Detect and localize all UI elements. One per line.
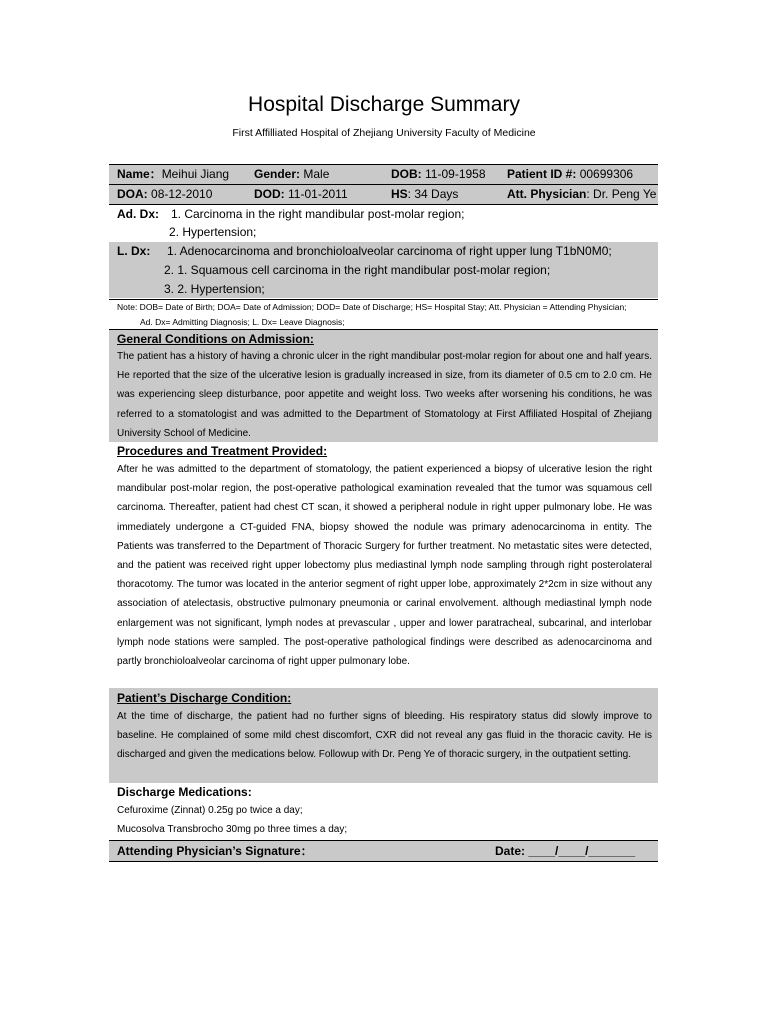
document-title: Hospital Discharge Summary [248,93,520,116]
general-conditions-text: The patient has a history of having a chronic ulcer in the right mandibular post-molar region for about one and half years. He reported that the size of the ulcerative lesion is gradually increased in size, from its diameter of 0.5 cm to 2.0 cm. He was experiencing sleep disturbance, poor appetite and weight loss. Two weeks after worsening his conditions, he was referred to a stomatologist and was admitted to the Department of Stomatology at First Affiliated Hospital of Zhejiang University School of Medicine. [117,351,652,439]
leave-diagnosis-label: L. Dx: [117,244,151,258]
patient-info-row [109,164,658,184]
medication-item: Mucosolva Transbrocho 30mg po three times a day; [117,824,348,835]
physician-field: Att. Physician: Dr. Peng Ye [507,187,657,201]
signature-row [109,840,658,862]
leave-diagnosis-item: 2. 1. Squamous cell carcinoma in the right mandibular post-molar region; [164,263,551,277]
doa-field: DOA: 08-12-2010 [117,187,213,201]
discharge-condition-heading: Patient’s Discharge Condition: [117,691,292,705]
signature-label: Attending Physician’s Signature： [117,844,313,858]
leave-diagnosis-item: 3. 2. Hypertension; [164,282,265,296]
patient-id-field: Patient ID #: 00699306 [507,167,634,181]
general-conditions-heading: General Conditions on Admission: [117,332,314,346]
admitting-diagnosis-label: Ad. Dx: [117,207,159,221]
admission-info-row [109,184,658,204]
procedures-text: After he was admitted to the department of stomatology, the patient experienced a biopsy of ulcerative lesion the right mandibular post-molar region, the post-operative pathological examination revealed that the tumor was squamous cell carcinoma. Thereafter, patient had chest CT scan, it showed a peripheral nodule in right upper pulmonary lobe. He was immediately undergone a CT-guided FNA, biopsy showed the nodule was primary adenocarcinoma in entity. The Patients was transferred to the Department of Thoracic Surgery for further treatment. No metastatic sites were detected, and the patient was received right upper lobectomy plus mediastinal lymph node sampling through right posterolateral thoracotomy. The tumor was located in the anterior segment of right upper lobe, approximately 2*2cm in size without any association of atelectasis, obstructive pulmonary pneumonia or carinal envolvement. although mediastinal lymph node enlargement was not significant, lymph nodes at prevascular , upper and lower paratracheal, subcarinal, and interlobar lymph node stations were sampled. The post-operative pathological findings were described as adenocarcinoma and partly bronchioloalveolar carcinoma of right upper pulmonary lobe. [117,464,652,668]
medication-item: Cefuroxime (Zinnat) 0.25g po twice a day; [117,805,303,816]
medications-heading: Discharge Medications: [117,785,252,799]
dob-field: DOB: 11-09-1958 [391,167,486,181]
abbreviations-note-line1: Note: DOB= Date of Birth; DOA= Date of Admission; DOD= Date of Discharge; HS= Hospital Stay; Att. Physician = Attending Physician; [117,302,627,312]
admitting-diagnosis-item: 2. Hypertension; [169,225,257,239]
discharge-condition-text: At the time of discharge, the patient had no further signs of bleeding. His respiratory status did slowly improve to baseline. He complained of some mild chest discomfort, CXR did not reveal any gas fluid in the thoracic cavity. He is discharged and given the medications below. Followup with Dr. Peng Ye of thoracic surgery, in the outpatient setting. [117,711,652,761]
gender-field: Gender: Male [254,167,330,181]
procedures-heading: Procedures and Treatment Provided: [117,444,328,458]
admitting-diagnosis-item: 1. Carcinoma in the right mandibular post-molar region; [171,207,465,221]
abbreviations-note-line2: Ad. Dx= Admitting Diagnosis; L. Dx= Leave Diagnosis; [140,317,345,327]
hospital-name: First Affilliated Hospital of Zhejiang University Faculty of Medicine [232,127,536,139]
dod-field: DOD: 11-01-2011 [254,187,348,201]
leave-diagnosis-item: 1. Adenocarcinoma and bronchioloalveolar carcinoma of right upper lung T1bN0M0; [167,244,612,258]
signature-date: Date: ____/____/_______ [495,844,636,858]
name-field: Name：Meihui Jiang [117,167,230,181]
hospital-stay-field: HS: 34 Days [391,187,459,201]
